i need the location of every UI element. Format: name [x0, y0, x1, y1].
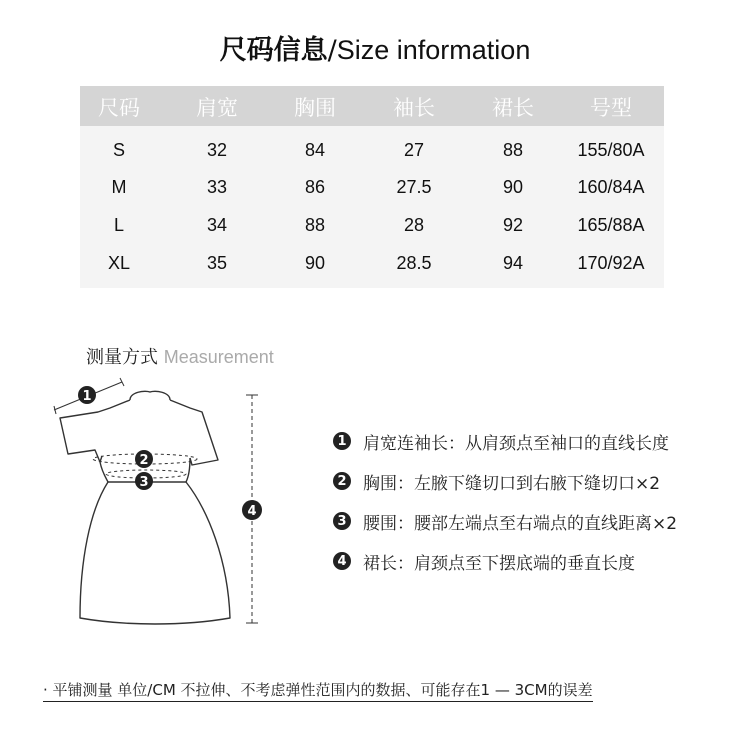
cell-shoulder: 35 — [206, 253, 228, 273]
cell-size: XL — [107, 253, 131, 273]
cell-dress-length: 92 — [502, 215, 524, 235]
page-title — [0, 28, 750, 67]
legend-text: 裙长：肩颈点至下摆底端的垂直长度 — [363, 553, 635, 574]
cell-size: L — [113, 215, 124, 235]
header-cell-dress-length: 裙长 — [492, 96, 534, 120]
legend-text: 肩宽连袖长：从肩颈点至袖口的直线长度 — [363, 433, 669, 454]
legend-item — [333, 469, 660, 493]
marker-1 — [78, 386, 96, 404]
legend-text: 腰围：腰部左端点至右端点的直线距离×2 — [363, 513, 678, 534]
measurement-title-cn: 测量方式 — [86, 347, 158, 368]
dress-diagram — [40, 370, 280, 640]
cell-dress-length: 90 — [502, 177, 524, 197]
table-header — [80, 86, 664, 126]
legend-item — [333, 429, 669, 453]
title-en: Size information — [336, 35, 531, 65]
cell-dress-length: 94 — [502, 253, 524, 273]
legend-number: 3 — [333, 512, 351, 530]
cell-dress-length: 88 — [502, 140, 524, 160]
cell-sleeve: 27 — [403, 140, 425, 160]
legend-text: 胸围：左腋下缝切口到右腋下缝切口×2 — [363, 473, 661, 494]
cell-sleeve: 27.5 — [396, 177, 432, 197]
title-cn: 尺码信息 — [219, 35, 328, 66]
cell-size: S — [112, 140, 125, 160]
cell-shoulder: 32 — [206, 140, 228, 160]
cell-size: M — [111, 177, 127, 197]
legend-item — [333, 549, 635, 573]
header-cell-shoulder: 肩宽 — [196, 96, 238, 120]
header-cell-fit: 号型 — [590, 96, 632, 120]
marker-3 — [135, 472, 153, 490]
header-cell-chest: 胸围 — [294, 96, 336, 120]
size-table — [80, 86, 664, 288]
cell-fit: 155/80A — [577, 140, 645, 160]
cell-sleeve: 28 — [403, 215, 425, 235]
legend-number: 2 — [333, 472, 351, 490]
footer-note: · 平铺测量 单位/CM 不拉伸、不考虑弹性范围内的数据、可能存在1 — 3CM的误差 — [43, 679, 593, 702]
cell-shoulder: 33 — [206, 177, 228, 197]
cell-chest: 88 — [304, 215, 326, 235]
cell-fit: 165/88A — [577, 215, 645, 235]
marker-2-label: 2 — [139, 453, 149, 468]
marker-4-label: 4 — [247, 504, 257, 519]
cell-fit: 170/92A — [577, 253, 645, 273]
marker-1-label: 1 — [82, 389, 92, 404]
header-cell-size: 尺码 — [98, 96, 140, 120]
legend-item — [333, 509, 677, 533]
cell-sleeve: 28.5 — [396, 253, 432, 273]
cell-chest: 86 — [304, 177, 326, 197]
legend-number: 1 — [333, 432, 351, 450]
measurement-title-en: Measurement — [163, 347, 274, 367]
marker-4 — [242, 500, 262, 520]
cell-shoulder: 34 — [206, 215, 228, 235]
marker-2 — [135, 450, 153, 468]
cell-chest: 90 — [304, 253, 326, 273]
cell-fit: 160/84A — [577, 177, 645, 197]
header-cell-sleeve: 袖长 — [393, 96, 435, 120]
cell-chest: 84 — [304, 140, 326, 160]
legend-number: 4 — [333, 552, 351, 570]
measurement-title — [86, 343, 274, 369]
marker-3-label: 3 — [139, 475, 149, 490]
title-separator: / — [327, 35, 337, 66]
